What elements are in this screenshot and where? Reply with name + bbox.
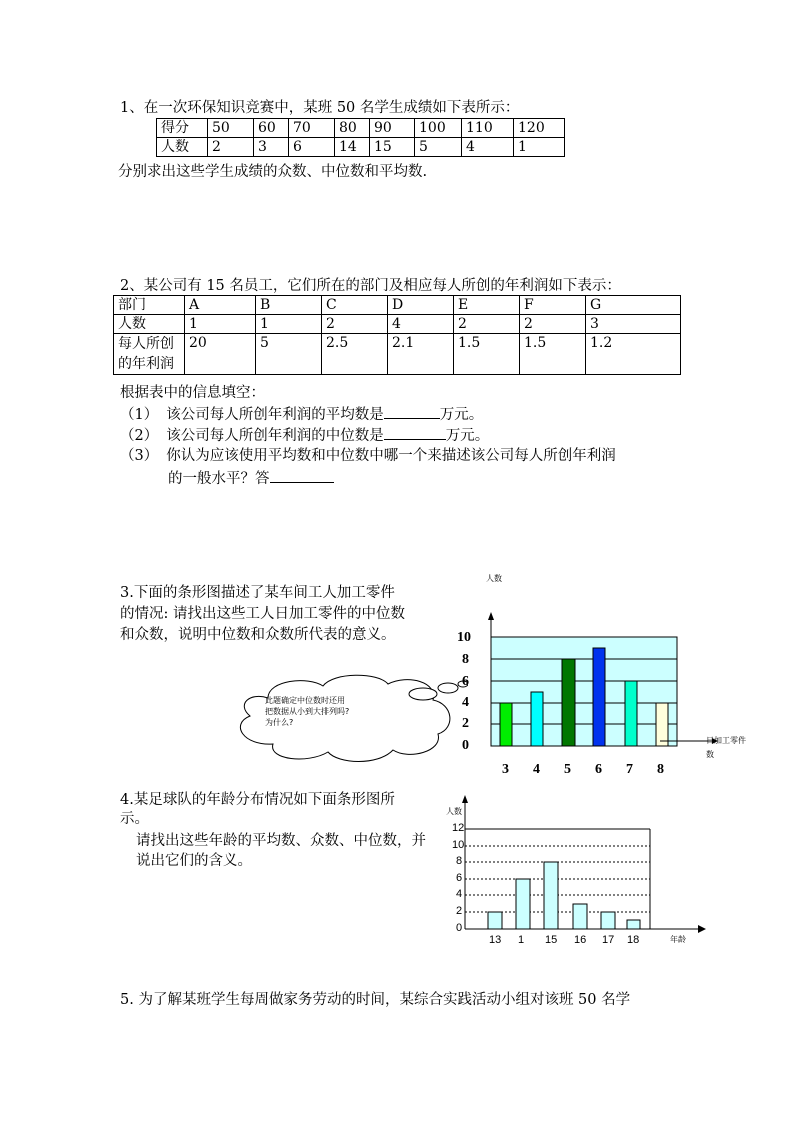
y-tick: 4 (462, 695, 469, 710)
chart1-ylabel: 人数 (486, 574, 502, 583)
cloud-line: 此题确定中位数时还用 (265, 696, 345, 705)
y-tick: 10 (457, 630, 471, 645)
table-cell: 部门 (114, 296, 185, 315)
table-cell: 100 (415, 119, 462, 138)
item-text: 该公司每人所创年利润的中位数是 (166, 428, 384, 444)
table-cell: 2 (322, 315, 388, 334)
q4-line-3: 请找出这些年龄的平均数、众数、中位数，并 (136, 833, 426, 849)
y-tick: 0 (456, 922, 463, 934)
x-tick: 6 (595, 762, 602, 777)
q4-line-1: 4.某足球队的年龄分布情况如下面条形图所 (120, 792, 395, 808)
table-cell: 4 (388, 315, 454, 334)
table-cell: 70 (289, 119, 335, 138)
table-row (114, 315, 681, 334)
table-cell: 2.1 (388, 334, 454, 375)
table-row (157, 138, 565, 157)
table-cell: 1 (185, 315, 256, 334)
q2-item-2 (120, 425, 489, 446)
table-cell: 2 (454, 315, 520, 334)
q1-score-table (156, 118, 565, 157)
table-cell: 5 (415, 138, 462, 157)
x-tick: 15 (545, 934, 558, 946)
table-cell: A (185, 296, 256, 315)
item-text: 你认为应该使用平均数和中位数中哪一个来描述该公司每人所创年利润 (166, 448, 616, 464)
table-cell: 6 (289, 138, 335, 157)
table-cell: 50 (208, 119, 254, 138)
q5-text: 5. 为了解某班学生每周做家务劳动的时间，某综合实践活动小组对该班 50 名学 (120, 992, 631, 1008)
y-tick: 12 (452, 822, 465, 834)
y-tick: 10 (452, 839, 465, 851)
y-tick: 8 (456, 855, 463, 867)
table-cell: 2.5 (322, 334, 388, 375)
table-cell: 20 (185, 334, 256, 375)
item-suffix: 万元。 (445, 428, 490, 444)
chart2-plot (440, 795, 720, 945)
cloud-text (265, 695, 349, 728)
table-cell: 2 (520, 315, 586, 334)
cloud-line: 把数据从小到大排列吗? (265, 707, 350, 716)
x-tick: 1 (518, 934, 525, 946)
table-cell: 110 (462, 119, 514, 138)
y-tick: 0 (462, 738, 469, 753)
x-tick: 17 (602, 934, 615, 946)
cloud-line: 为什么? (265, 718, 294, 727)
table-cell: 3 (586, 315, 681, 334)
table-row (157, 119, 565, 138)
x-tick: 18 (627, 934, 640, 946)
table-cell: 人数 (157, 138, 208, 157)
table-cell: E (454, 296, 520, 315)
answer-blank[interactable] (384, 404, 440, 419)
item-text: 该公司每人所创年利润的平均数是 (166, 407, 384, 423)
q2-item-3 (120, 446, 616, 466)
table-cell (114, 334, 185, 375)
table-cell: 人数 (114, 315, 185, 334)
table-cell: 1 (514, 138, 565, 157)
x-tick: 5 (564, 762, 571, 777)
table-cell: F (520, 296, 586, 315)
q3-line-2: 的情况: 请找出这些工人日加工零件的中位数 (120, 606, 405, 622)
x-tick: 4 (533, 762, 540, 777)
q2-intro: 根据表中的信息填空： (120, 385, 265, 401)
q2-title: 2、某公司有 15 名员工，它们所在的部门及相应每人所创的年利润如下表示： (120, 278, 621, 294)
table-cell: 1.5 (454, 334, 520, 375)
y-tick: 8 (462, 652, 469, 667)
table-cell: 1.2 (586, 334, 681, 375)
chart2-xlabel: 年龄 (670, 935, 686, 944)
answer-blank[interactable] (270, 468, 334, 483)
q4-line-4: 说出它们的含义。 (136, 853, 252, 869)
chart1-xlabel: 日加工零件数 (706, 736, 746, 759)
table-cell: 3 (254, 138, 289, 157)
table-cell: 90 (370, 119, 415, 138)
chart2-ylabel: 人数 (446, 807, 462, 816)
item-number: （3） (120, 448, 159, 464)
table-cell: 得分 (157, 119, 208, 138)
q3-line-3: 和众数，说明中位数和众数所代表的意义。 (120, 627, 396, 643)
table-cell: 80 (335, 119, 370, 138)
table-cell: 15 (370, 138, 415, 157)
q2-item-3-cont (168, 468, 334, 489)
table-cell: 1.5 (520, 334, 586, 375)
table-cell: 4 (462, 138, 514, 157)
table-cell: C (322, 296, 388, 315)
q1-question: 分别求出这些学生成绩的众数、中位数和平均数. (118, 164, 428, 180)
y-tick: 6 (462, 674, 469, 689)
item-number: （1） (120, 407, 159, 423)
item-text: 的一般水平？答 (168, 471, 270, 487)
table-cell: G (586, 296, 681, 315)
q2-profit-table (113, 295, 681, 375)
q3-line-1: 3.下面的条形图描述了某车间工人加工零件 (120, 585, 395, 601)
table-cell: 5 (256, 334, 322, 375)
table-cell: 2 (208, 138, 254, 157)
table-cell: 60 (254, 119, 289, 138)
y-tick: 2 (456, 905, 463, 917)
item-suffix: 万元。 (439, 407, 484, 423)
table-cell: D (388, 296, 454, 315)
q1-title: 1、在一次环保知识竞赛中，某班 50 名学生成绩如下表所示： (120, 100, 520, 116)
answer-blank[interactable] (384, 425, 446, 440)
q2-item-1 (120, 404, 483, 425)
x-tick: 8 (657, 762, 664, 777)
y-tick: 4 (456, 888, 463, 900)
table-cell: 14 (335, 138, 370, 157)
x-tick: 16 (574, 934, 587, 946)
header-line: 的年利润 (118, 356, 174, 372)
x-tick: 13 (489, 934, 502, 946)
table-cell: B (256, 296, 322, 315)
header-line: 每人所创 (118, 336, 174, 352)
x-tick: 7 (626, 762, 633, 777)
x-tick: 3 (502, 762, 509, 777)
table-row (114, 296, 681, 315)
table-row (114, 334, 681, 375)
table-cell: 1 (256, 315, 322, 334)
y-tick: 2 (462, 716, 469, 731)
q4-line-2: 示。 (120, 811, 149, 827)
table-cell: 120 (514, 119, 565, 138)
y-tick: 6 (456, 872, 463, 884)
item-number: （2） (120, 428, 159, 444)
